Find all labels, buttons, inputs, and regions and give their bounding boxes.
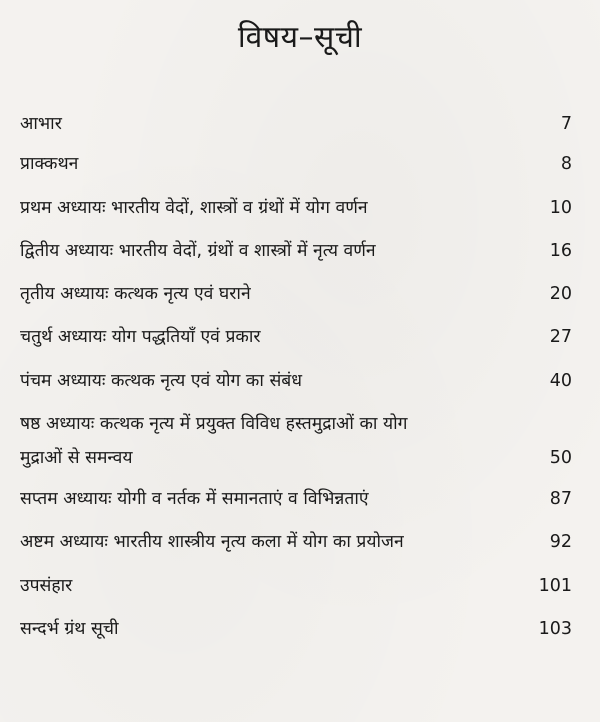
toc-entry-label: प्राक्कथन [20,154,79,174]
toc-entry-page: 87 [549,489,572,509]
toc-entry-label: सप्तम अध्यायः योगी व नर्तक में समानताएं व विभिन्नताएं [20,489,369,509]
toc-entry-page: 7 [560,114,572,134]
toc-entry-label: तृतीय अध्यायः कत्थक नृत्य एवं घराने [20,284,251,304]
toc-entry-label: प्रथम अध्यायः भारतीय वेदों, शास्त्रों व ग्रंथों में योग वर्णन [20,198,368,218]
toc-entry-page: 101 [538,576,572,596]
toc-entry-label: उपसंहार [20,576,73,596]
toc-entry-label: पंचम अध्यायः कत्थक नृत्य एवं योग का संबंध [20,371,303,391]
toc-entry-page: 10 [549,198,572,218]
toc-entry-page: 27 [549,327,572,347]
page-title: विषय–सूची [237,20,363,55]
toc-entry-label: आभार [20,114,62,134]
toc-entry-page: 50 [549,448,572,468]
toc-entry-page: 103 [538,619,572,639]
toc-entry-page: 40 [549,371,572,391]
toc-entry-label: द्वितीय अध्यायः भारतीय वेदों, ग्रंथों व शास्त्रों में नृत्य वर्णन [20,241,376,261]
toc-entry-label: षष्ठ अध्यायः कत्थक नृत्य में प्रयुक्त विविध हस्तमुद्राओं का योग [20,414,408,434]
toc-entry-label: अष्टम अध्यायः भारतीय शास्त्रीय नृत्य कला में योग का प्रयोजन [20,532,404,552]
toc-entry-label-continued: मुद्राओं से समन्वय [20,448,133,468]
toc-entry-page: 92 [549,532,572,552]
toc-entry-page: 20 [549,284,572,304]
toc-entry-page: 16 [549,241,572,261]
toc-entry-label: चतुर्थ अध्यायः योग पद्धतियाँ एवं प्रकार [20,327,261,347]
toc-entry-label: सन्दर्भ ग्रंथ सूची [20,619,119,639]
toc-entry-page: 8 [560,154,572,174]
